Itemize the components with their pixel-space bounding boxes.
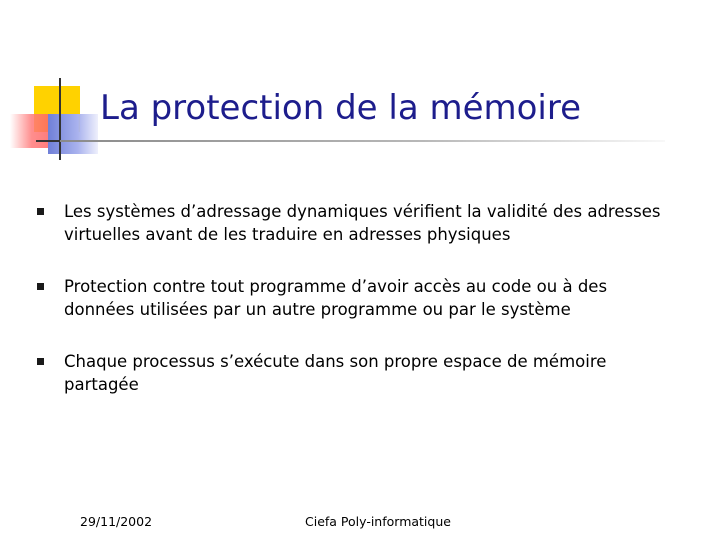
bullet-text: Protection contre tout programme d’avoir accès au code ou à des données utilisées par un autre programme ou par le système: [64, 277, 608, 319]
bullet-item: [36, 200, 676, 246]
bullet-text: Les systèmes d’adressage dynamiques vérifient la validité des adresses virtuelles avant de les traduire en adresses physiques: [64, 202, 661, 244]
square-bullet-icon: [37, 358, 44, 365]
square-bullet-icon: [37, 283, 44, 290]
bullet-text: Chaque processus s’exécute dans son propre espace de mémoire partagée: [64, 352, 607, 394]
logo-blue-square: [48, 114, 98, 154]
logo-vertical-line: [59, 78, 61, 160]
footer-organization: Ciefa Poly-informatique: [305, 514, 451, 529]
bullet-list: [36, 200, 676, 425]
slide-title: La protection de la mémoire: [100, 88, 582, 128]
footer-date: 29/11/2002: [80, 514, 153, 529]
bullet-item: [36, 350, 676, 396]
title-underline: [60, 140, 665, 142]
bullet-item: [36, 275, 676, 321]
square-bullet-icon: [37, 208, 44, 215]
